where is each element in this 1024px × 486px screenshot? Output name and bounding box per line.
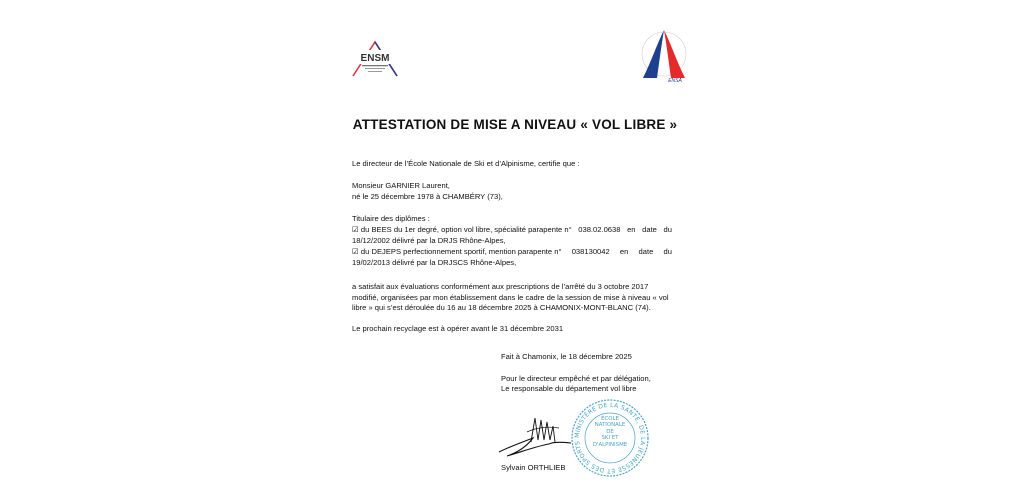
- recycle-text: Le prochain recyclage est à opérer avant le 31 décembre 2031: [352, 324, 564, 333]
- statement-text: a satisfait aux évaluations conformément aux prescriptions de l’arrêté du 3 octobre 2017: [352, 282, 649, 291]
- diploma-1-part: ☑ du BEES du 1er degré, option vol libre, spécialité parapente n°: [352, 225, 572, 234]
- diploma-1-line-2: 18/12/2002 délivré par la DRJS Rhône-Alpes,: [352, 235, 506, 245]
- diploma-1-line-1: [352, 225, 672, 236]
- stamp-line: NATIONALE: [594, 422, 626, 429]
- delegation-line-1: Pour le directeur empêché et par délégation,: [501, 374, 651, 383]
- person-birth: né le 25 décembre 1978 à CHAMBÉRY (73),: [352, 192, 503, 201]
- stamp-ring-text: MINISTÈRE DE LA SANTÉ, DE LA JEUNESSE ET DES SPORTS: [573, 401, 647, 475]
- diploma-2-part: 038130042: [571, 247, 610, 256]
- stamp-line: DE: [606, 428, 614, 435]
- stamp-line: SKI ET: [601, 435, 619, 442]
- diploma-2-line-1: [352, 247, 672, 258]
- diploma-1-part: 038.02.0638: [578, 225, 621, 234]
- diploma-2-part: date: [638, 247, 654, 256]
- intro-text: Le directeur de l’École Nationale de Ski et d’Alpinisme, certifie que :: [352, 159, 580, 168]
- official-stamp: [570, 398, 650, 478]
- document-title: ATTESTATION DE MISE A NIVEAU « VOL LIBRE »: [352, 117, 678, 132]
- delegation-line-2: Le responsable du département vol libre: [501, 384, 637, 393]
- diplomas-heading: Titulaire des diplômes :: [352, 214, 430, 223]
- diploma-2-part: ☑ du DEJEPS perfectionnement sportif, mention parapente n°: [352, 247, 562, 256]
- ensm-logo-text: ENSM: [360, 53, 390, 64]
- diploma-2-line-2: 19/02/2013 délivré par la DRJSCS Rhône-Alpes,: [352, 257, 517, 267]
- signatory-name: Sylvain ORTHLIEB: [501, 463, 566, 472]
- stamp-line: D'ALPINISME: [592, 441, 628, 448]
- diploma-2-part: en: [619, 247, 629, 256]
- diploma-2-part: du: [663, 247, 672, 256]
- ensa-logo-text: ENSA: [668, 78, 682, 84]
- statement-line-1: [352, 282, 672, 293]
- statement: [352, 282, 672, 314]
- ensm-logo: [349, 40, 401, 78]
- diploma-2: [352, 247, 672, 268]
- place-date: Fait à Chamonix, le 18 décembre 2025: [501, 352, 632, 361]
- statement-line-3: libre » qui s’est déroulée du 16 au 18 décembre 2025 à CHAMONIX-MONT-BLANC (74).: [352, 303, 651, 313]
- diploma-1-part: en: [627, 225, 636, 234]
- statement-text: modifié, organisées par mon établissement dans le cadre de la session de mise à niveau « vol: [352, 292, 669, 302]
- diploma-1-part: du: [663, 225, 672, 234]
- person-name: Monsieur GARNIER Laurent,: [352, 181, 450, 190]
- stamp-line: ÉCOLE: [601, 416, 619, 422]
- diploma-1-part: date: [642, 225, 657, 234]
- stamp-center-text: [586, 416, 634, 460]
- ensa-logo: [639, 28, 689, 84]
- statement-line-2: [352, 293, 672, 304]
- diploma-1: [352, 225, 672, 246]
- handwritten-signature: [497, 412, 573, 460]
